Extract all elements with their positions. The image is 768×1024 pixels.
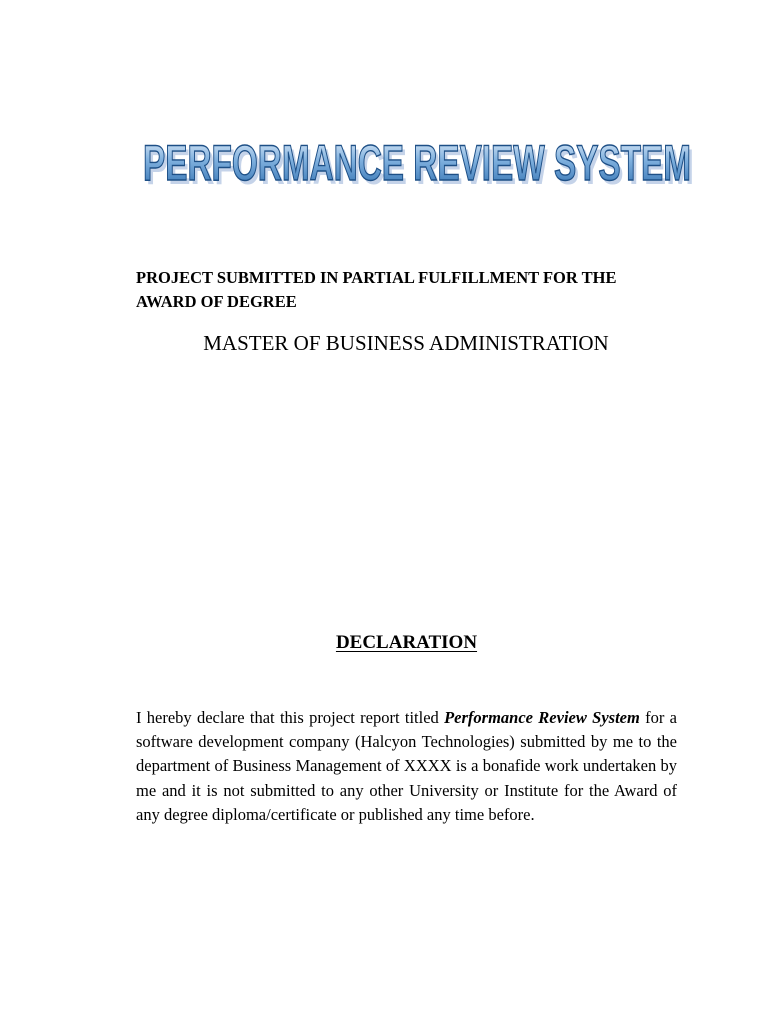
title-wordart <box>134 126 700 196</box>
declaration-text-after: for a software development company (Halcyon Technologies) submitted by me to the department of Business Management of XXXX is a bonafide work undertaken by me and it is not submitted to any other University or Institute for the Award of any degree diploma/certificate or published any time before. <box>136 708 677 824</box>
title-shadow: PERFORMANCE REVIEW SYSTEM <box>146 139 694 195</box>
title-text: PERFORMANCE REVIEW SYSTEM <box>143 135 691 191</box>
declaration-text-before: I hereby declare that this project report titled <box>136 708 445 727</box>
declaration-emphasis: Performance Review System <box>444 708 640 727</box>
subtitle-line-2: AWARD OF DEGREE <box>136 292 297 311</box>
project-subtitle <box>136 266 676 314</box>
declaration-paragraph <box>136 706 677 827</box>
degree-name: MASTER OF BUSINESS ADMINISTRATION <box>203 331 609 355</box>
title-wordart-graphic <box>134 126 700 196</box>
declaration-heading-text: DECLARATION <box>335 632 478 653</box>
declaration-heading <box>136 630 677 656</box>
subtitle-line-1: PROJECT SUBMITTED IN PARTIAL FULFILLMENT FOR THE <box>136 268 617 287</box>
